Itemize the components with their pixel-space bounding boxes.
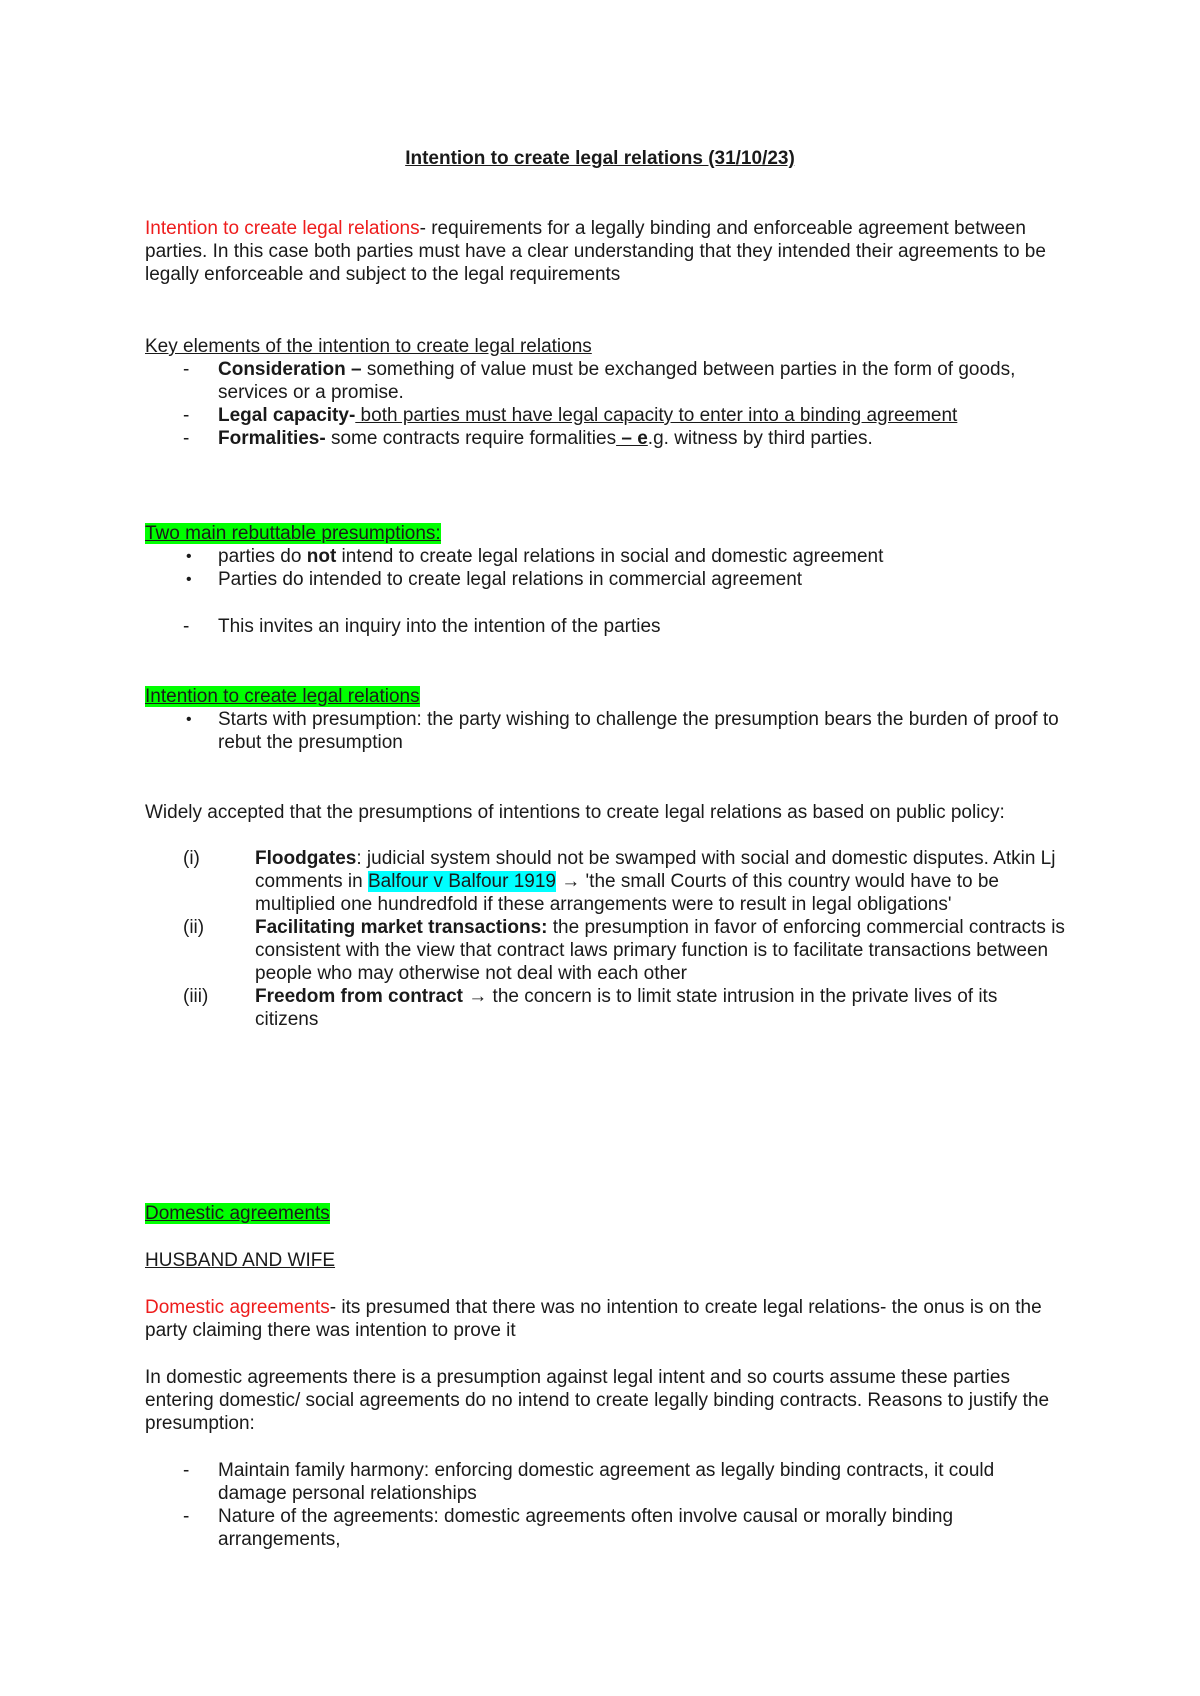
dash-marker: -: [183, 428, 190, 449]
domestic-paragraph: In domestic agreements there is a presumption against legal intent and so courts assume these parties entering domestic/ social agreements do no intend to create legally binding contracts. Reasons to justify the presumption:: [145, 1367, 1050, 1434]
list-item: (ii) Facilitating market transactions: the presumption in favor of enforcing commercial contracts is consistent with the view that contract laws primary function is to facilitate transactions between people who may otherwise not deal with each other: [183, 917, 1065, 984]
bullet-icon: •: [186, 711, 192, 728]
policy-intro: Widely accepted that the presumptions of intentions to create legal relations as based on public policy:: [145, 802, 1005, 823]
dash-marker: -: [183, 1506, 190, 1527]
key-elements-heading: Key elements of the intention to create legal relations: [145, 336, 592, 357]
intention-heading: Intention to create legal relations: [145, 686, 420, 707]
list-item: (i) Floodgates: judicial system should not be swamped with social and domestic disputes. Atkin Lj comments in Balfour v Balfour 1919 → 'the small Courts of this country would have to be multiplied one hundredfold if these arrangements were to result in legal obligations': [183, 848, 1056, 915]
domestic-definition: Domestic agreements- its presumed that there was no intention to create legal relations- the onus is on the party claiming there was intention to prove it: [145, 1297, 1042, 1341]
intro-text: - requirements for a legally binding and enforceable agreement between parties. In this case both parties must have a clear understanding that they intended their agreements to be legally enforceable and subject to the legal requirements: [145, 218, 1046, 285]
intention-list: [145, 708, 1065, 754]
list-item: - Legal capacity- both parties must have legal capacity to enter into a binding agreement: [183, 405, 958, 426]
list-item: • parties do not intend to create legal relations in social and domestic agreement: [186, 546, 884, 567]
list-item: • Parties do intended to create legal relations in commercial agreement: [186, 569, 803, 590]
dash-marker: -: [183, 359, 190, 380]
list-item: - Consideration – something of value must be exchanged between parties in the form of goods, services or a promise.: [183, 359, 1016, 403]
list-item: • Starts with presumption: the party wishing to challenge the presumption bears the burden of proof to rebut the presumption: [186, 709, 1059, 753]
key-elements-list: [145, 358, 1065, 450]
case-citation: Balfour v Balfour 1919: [367, 871, 556, 892]
domestic-reasons-list: [145, 1459, 1065, 1551]
dash-marker: -: [183, 405, 190, 426]
bullet-icon: •: [186, 548, 192, 565]
presumptions-heading: Two main rebuttable presumptions:: [145, 523, 441, 544]
dash-marker: -: [183, 616, 190, 637]
list-item: - Formalities- some contracts require formalities – e.g. witness by third parties.: [183, 428, 873, 449]
list-item: - Nature of the agreements: domestic agreements often involve causal or morally binding arrangements,: [183, 1506, 954, 1550]
domestic-heading: Domestic agreements: [145, 1203, 330, 1224]
intro-paragraph: [145, 217, 1065, 286]
bullet-icon: •: [186, 571, 192, 588]
intro-term: Intention to create legal relations: [145, 218, 420, 239]
list-item: (iii) Freedom from contract → the concern is to limit state intrusion in the private lives of its citizens: [183, 986, 998, 1030]
policy-list: [145, 847, 1065, 1031]
presumptions-list: [145, 545, 1065, 591]
presumptions-note: - This invites an inquiry into the intention of the parties: [183, 616, 661, 637]
list-item: - Maintain family harmony: enforcing domestic agreement as legally binding contracts, it could damage personal relationships: [183, 1460, 995, 1504]
page-title: Intention to create legal relations (31/10/23): [405, 148, 795, 169]
husband-wife-subheading: HUSBAND AND WIFE: [145, 1250, 336, 1271]
dash-marker: -: [183, 1460, 190, 1481]
